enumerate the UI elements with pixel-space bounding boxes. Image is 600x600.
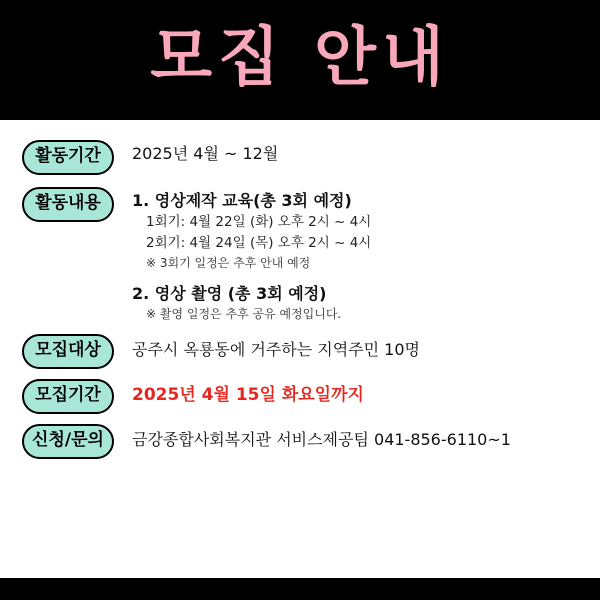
content-area (0, 120, 600, 578)
value-recruit-target: 공주시 옥룡동에 거주하는 지역주민 10명 (132, 340, 420, 360)
label-recruit-period: 모집기간 (22, 379, 114, 414)
activity-item-1-note: ※ 3회기 일정은 추후 안내 예정 (146, 255, 311, 270)
label-apply-contact: 신청/문의 (22, 424, 114, 459)
row-activity-content (0, 185, 600, 325)
activity-item-2-head: 2. 영상 촬영 (총 3회 예정) (132, 284, 327, 304)
activity-item-1-head: 1. 영상제작 교육(총 3회 예정) (132, 190, 352, 210)
title-band (0, 0, 600, 120)
value-recruit-period: 2025년 4월 15일 화요일까지 (132, 385, 364, 406)
row-recruit-target (0, 334, 600, 369)
value-activity-period: 2025년 4월 ~ 12월 (132, 144, 279, 163)
row-recruit-period (0, 379, 600, 414)
page-title: 모집 안내 (150, 21, 450, 95)
activity-item-1-sub-1: 1회기: 4월 22일 (화) 오후 2시 ~ 4시 (146, 214, 372, 231)
label-activity-period: 활동기간 (22, 140, 114, 175)
activity-item-2-note: ※ 촬영 일정은 추후 공유 예정입니다. (146, 307, 342, 322)
row-activity-period (0, 138, 600, 175)
label-activity-content: 활동내용 (22, 187, 114, 222)
value-activity-content (114, 185, 582, 325)
activity-item-1-sub-2: 2회기: 4월 24일 (목) 오후 2시 ~ 4시 (146, 234, 372, 251)
bottom-band (0, 578, 600, 600)
label-recruit-target: 모집대상 (22, 334, 114, 369)
row-apply-contact (0, 424, 600, 459)
spacer (132, 273, 582, 282)
value-apply-contact: 금강종합사회복지관 서비스제공팀 041-856-6110~1 (132, 430, 511, 450)
